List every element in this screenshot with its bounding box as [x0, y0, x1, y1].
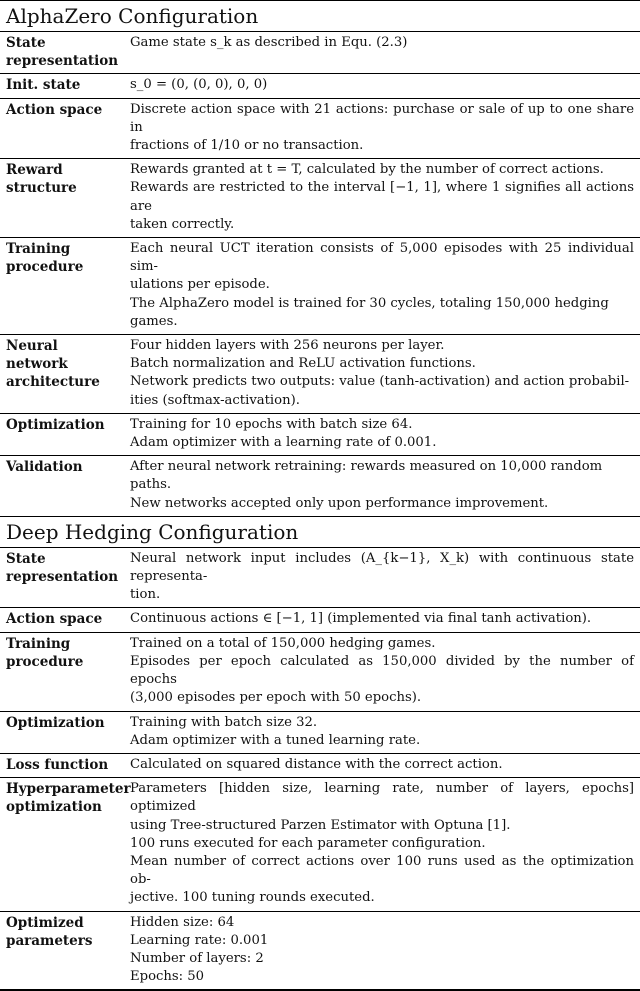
description-line: Batch normalization and ReLU activation functions. — [130, 356, 476, 372]
config-row — [0, 74, 640, 98]
config-row — [0, 159, 640, 238]
config-row — [0, 911, 640, 990]
description-line: After neural network retraining: rewards measured on 10,000 random paths. — [130, 459, 603, 493]
description-line: Rewards granted at t = T, calculated by the number of correct actions. — [130, 162, 604, 178]
row-description — [124, 335, 640, 414]
description-line: Continuous actions ∈ [−1, 1] (implemented via final tanh activation). — [130, 611, 592, 627]
row-label — [0, 608, 124, 632]
description-line: Adam optimizer with a tuned learning rate. — [130, 732, 421, 748]
description-line: using Tree-structured Parzen Estimator with Optuna [1]. — [130, 817, 511, 833]
row-label — [0, 32, 124, 74]
row-description — [124, 753, 640, 777]
row-label-text: Hyperparameter optimization — [6, 781, 131, 816]
config-row — [0, 98, 640, 159]
config-row — [0, 778, 640, 911]
row-label — [0, 98, 124, 159]
config-row — [0, 413, 640, 455]
config-row — [0, 335, 640, 414]
row-label-text: Init. state — [6, 77, 81, 94]
row-label-text: Loss function — [6, 756, 109, 773]
description-line: Game state s_k as described in Equ. (2.3) — [130, 35, 408, 50]
row-label-text: Action space — [6, 611, 103, 628]
description-line: Discrete action space with 21 actions: purchase or sale of up to one share in — [130, 101, 634, 135]
row-label-text: Optimization — [6, 714, 105, 731]
row-label-text: Training procedure — [6, 241, 84, 276]
row-description — [124, 32, 640, 74]
description-line: 100 runs executed for each parameter configuration. — [130, 835, 486, 851]
row-description — [124, 911, 640, 990]
description-line: Number of layers: 2 — [130, 950, 264, 966]
description-line: Each neural UCT iteration consists of 5,000 episodes with 25 individual sim- — [130, 241, 634, 275]
description-line: Trained on a total of 150,000 hedging games. — [130, 635, 436, 651]
row-label — [0, 753, 124, 777]
description-line: Training for 10 epochs with batch size 64. — [130, 416, 413, 432]
row-label-text: State representation — [6, 35, 119, 70]
row-label — [0, 711, 124, 753]
description-line: Network predicts two outputs: value (tanh-activation) and action probabil- — [130, 374, 630, 390]
description-line: Mean number of correct actions over 100 runs used as the optimization ob- — [130, 853, 634, 888]
description-line: ulations per episode. — [130, 277, 270, 293]
description-line: jective. 100 tuning rounds executed. — [130, 890, 375, 906]
alphazero-table — [0, 32, 640, 517]
row-description — [124, 74, 640, 98]
description-line: Calculated on squared distance with the correct action. — [130, 756, 503, 772]
deephedging-table — [0, 548, 640, 991]
row-label-text: Training procedure — [6, 635, 84, 670]
description-line: Hidden size: 64 — [130, 914, 235, 930]
alphazero-section-title: AlphaZero Configuration — [0, 0, 640, 32]
description-line: taken correctly. — [130, 216, 235, 232]
row-label — [0, 456, 124, 517]
deephedging-section-title: Deep Hedging Configuration — [0, 517, 640, 548]
row-label — [0, 778, 131, 911]
description-line: Rewards are restricted to the interval [−1, 1], where 1 signifies all actions are — [130, 180, 634, 214]
config-row — [0, 238, 640, 335]
row-description — [124, 413, 640, 455]
config-row — [0, 632, 640, 711]
config-row — [0, 32, 640, 74]
row-label — [0, 74, 124, 98]
description-line: ities (softmax-activation). — [130, 392, 300, 408]
description-line: fractions of 1/10 or no transaction. — [130, 138, 364, 154]
description-line: New networks accepted only upon performance improvement. — [130, 495, 549, 511]
row-label-text: Reward structure — [6, 162, 77, 197]
row-label — [0, 548, 124, 608]
row-label — [0, 335, 124, 414]
row-description — [124, 238, 640, 335]
row-label-text: Neural network architecture — [6, 338, 100, 391]
row-label-text: Optimized parameters — [6, 914, 93, 949]
row-description — [124, 548, 640, 608]
description-line: s_0 = (0, (0, 0), 0, 0) — [130, 77, 268, 93]
description-line: Parameters [hidden size, learning rate, number of layers, epochs] optimized — [130, 781, 634, 815]
description-line: Episodes per epoch calculated as 150,000 divided by the number of epochs — [130, 653, 634, 688]
row-description — [124, 456, 640, 517]
config-row — [0, 753, 640, 777]
description-line: Epochs: 50 — [130, 969, 205, 985]
description-line: games. — [130, 313, 178, 329]
row-description — [124, 608, 640, 632]
description-line: Neural network input includes (A_{k−1}, X_k) with continuous state representa- — [130, 550, 634, 585]
row-label-text: Validation — [6, 459, 83, 476]
config-row — [0, 548, 640, 608]
row-label-text: Optimization — [6, 416, 105, 433]
config-row — [0, 711, 640, 753]
row-description — [124, 632, 640, 711]
row-label — [0, 238, 124, 335]
row-label — [0, 911, 124, 990]
row-label — [0, 413, 124, 455]
description-line: Four hidden layers with 256 neurons per layer. — [130, 338, 445, 354]
description-line: The AlphaZero model is trained for 30 cycles, totaling 150,000 hedging — [130, 295, 609, 311]
description-line: tion. — [130, 587, 161, 603]
description-line: Training with batch size 32. — [130, 714, 318, 730]
row-description — [124, 98, 640, 159]
description-line: Learning rate: 0.001 — [130, 932, 269, 948]
row-label — [0, 159, 124, 238]
row-description — [124, 159, 640, 238]
row-description — [124, 711, 640, 753]
config-row — [0, 608, 640, 632]
row-label-text: Action space — [6, 101, 103, 118]
row-label-text: State representation — [6, 550, 119, 586]
description-line: Adam optimizer with a learning rate of 0.001. — [130, 435, 437, 451]
description-line: (3,000 episodes per epoch with 50 epochs). — [130, 690, 422, 706]
config-row — [0, 456, 640, 517]
row-description — [124, 778, 640, 911]
row-label — [0, 632, 124, 711]
